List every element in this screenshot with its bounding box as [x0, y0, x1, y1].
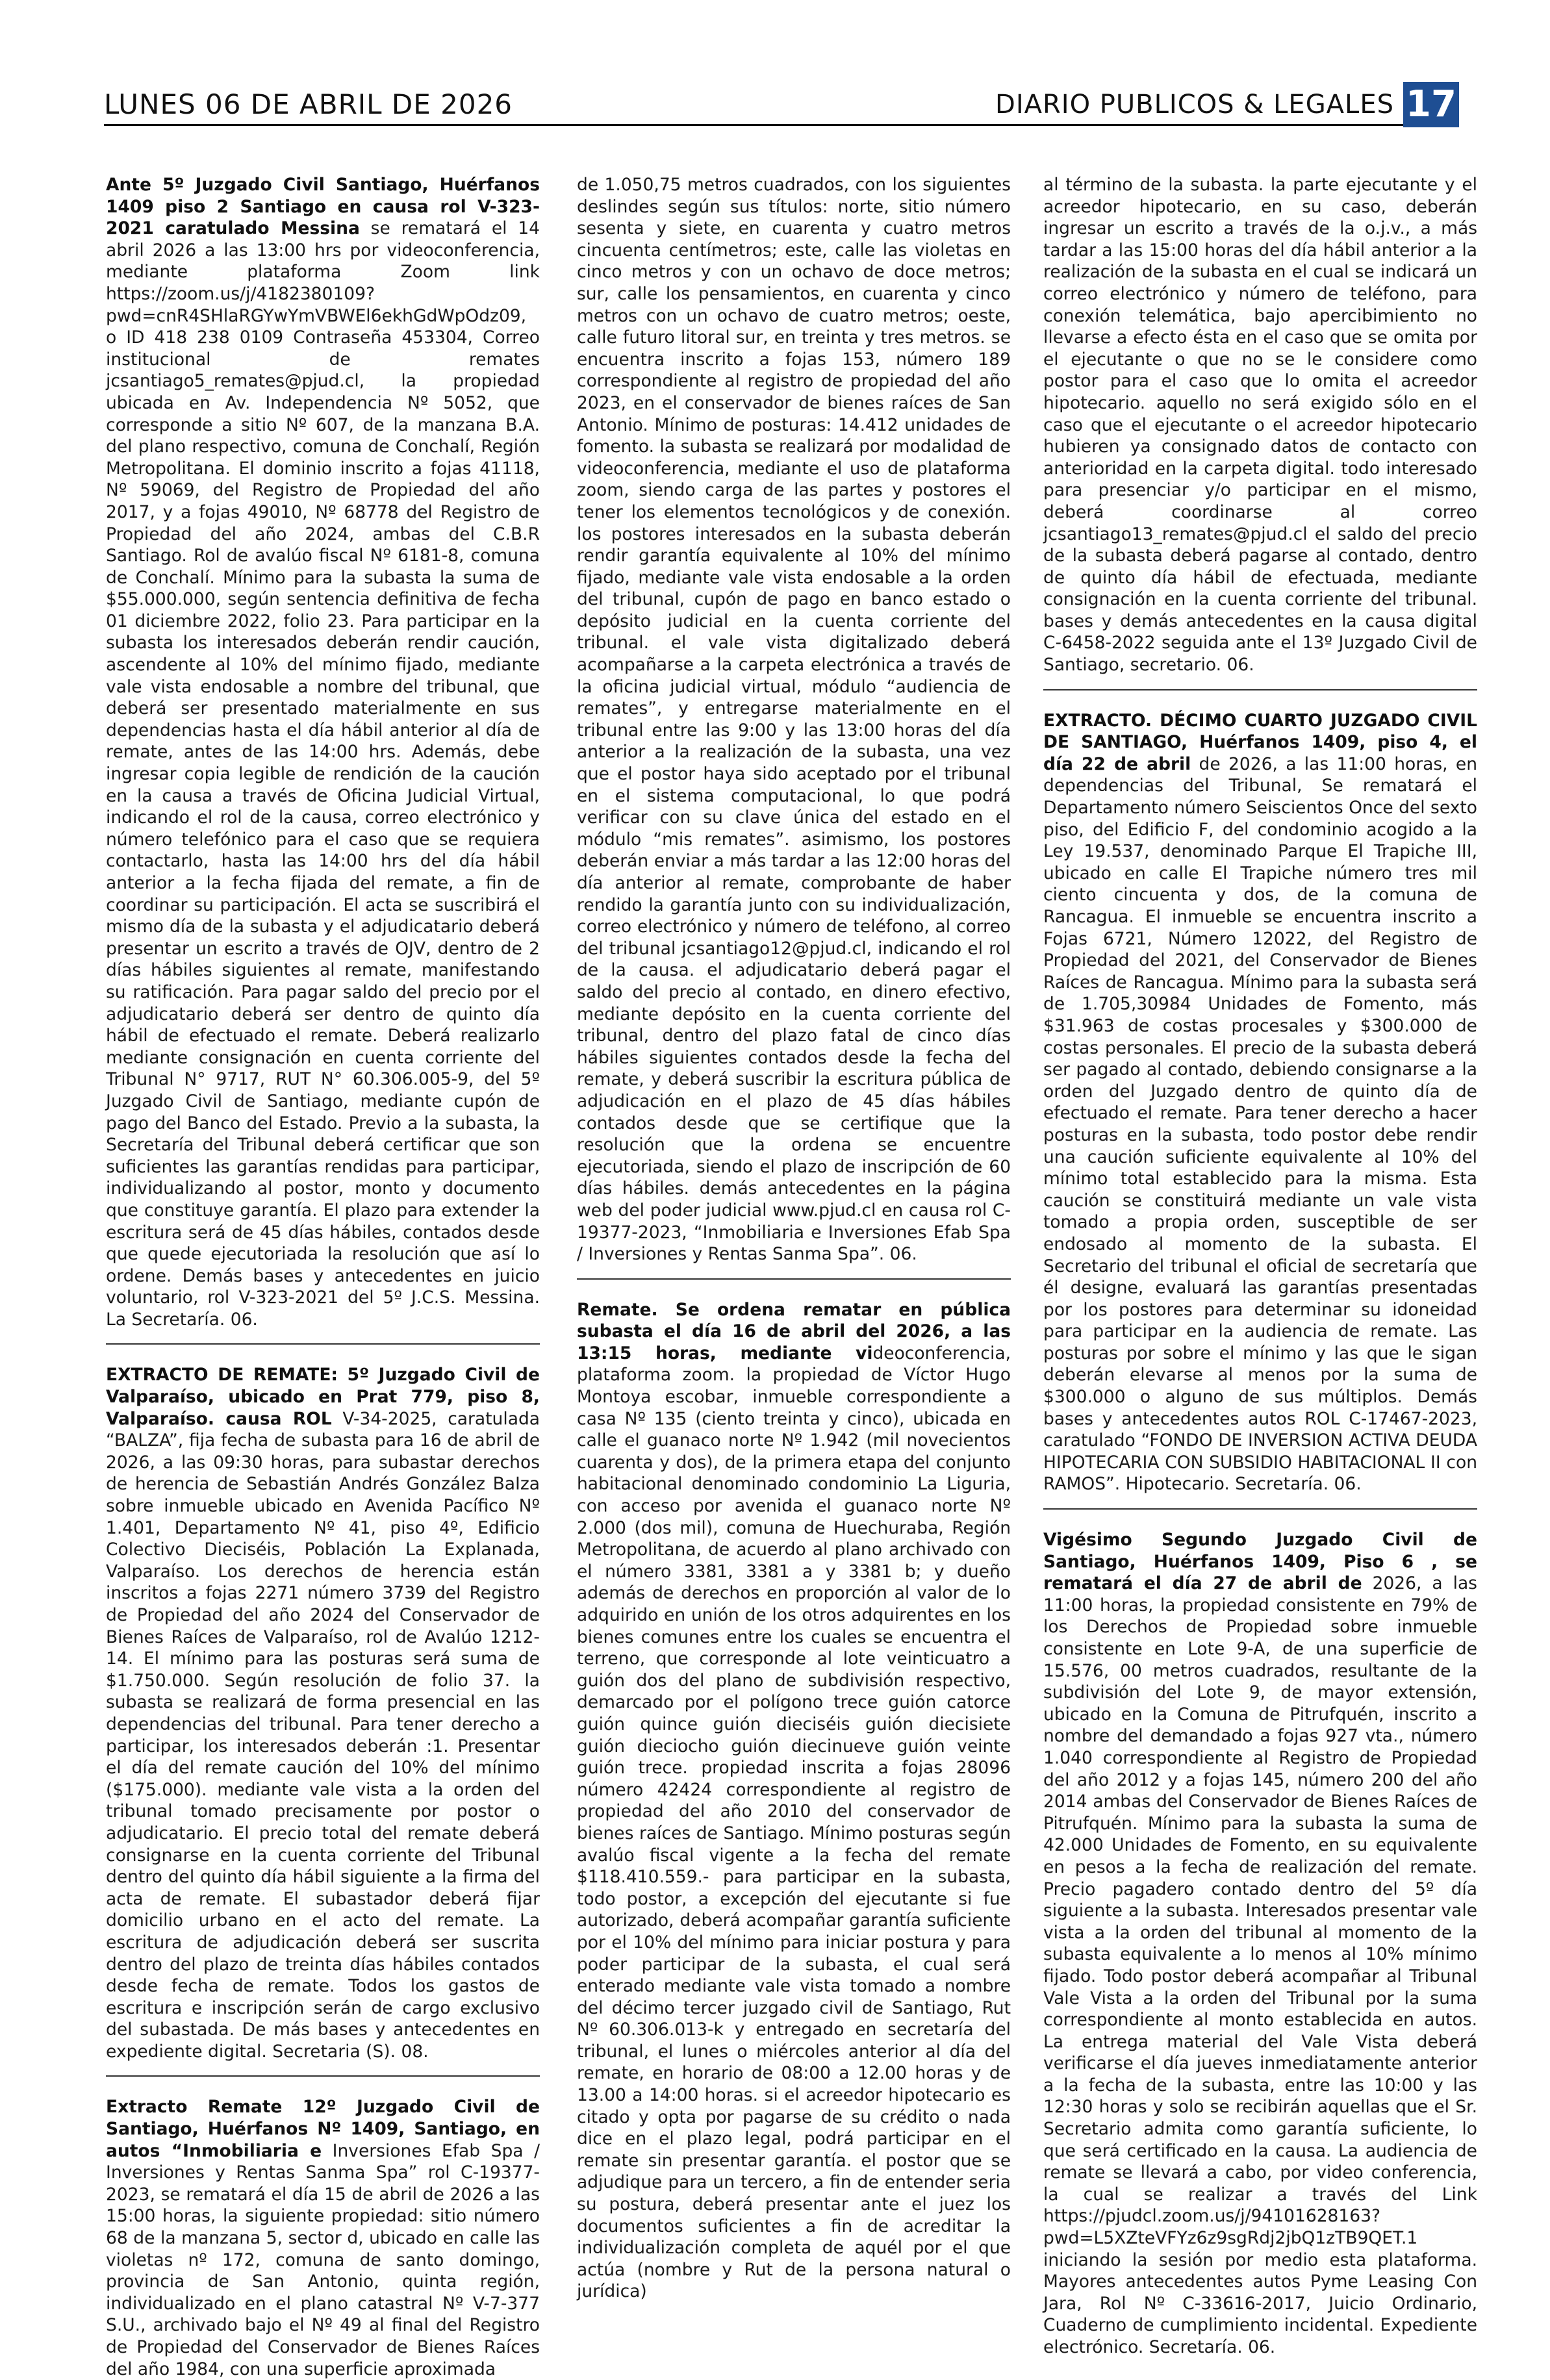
notice-heading: Remate. Se ordena rematar en pública subasta el día 16 de abril del 2026, a las 13:15 horas, mediante vi: [577, 1299, 1011, 1363]
notice-divider: [577, 1278, 1011, 1280]
notice-remate-efab: [106, 2096, 540, 2380]
column-1: [106, 174, 540, 2379]
issue-date: LUNES 06 DE ABRIL DE 2026: [104, 88, 513, 120]
notice-body: deoconferencia, plataforma zoom. la propiedad de Víctor Hugo Montoya escobar, inmueble correspondiente a casa Nº 135 (ciento treinta y cinco), ubicada en calle el guanaco norte Nº 1.942 (mil novecientos cuarenta y dos), de la primera etapa del conjunto habitacional denominado condominio La Liguria, con acceso por avenida el guanaco norte Nº 2.000 (dos mil), comuna de Huechuraba, Región Metropolitana, de acuerdo al plano archivado con el número 3381, 3381 a y 3381 b; y dueño además de derechos en proporción al valor de lo adquirido en unión de los otros adquirentes en los bienes comunes entre los cuales se encuentra el terreno, que corresponde al lote veinticuatro a guión dos del plano de subdivisión respectivo, demarcado por el polígono trece guión catorce guión quince guión dieciséis guión diecisiete guión dieciocho guión diecinueve guión veinte guión trece. propiedad inscrita a fojas 28096 número 42424 correspondiente al registro de propiedad del año 2010 del conservador de bienes raíces de Santiago. Mínimo posturas según avalúo fiscal vigente a la fecha del remate $118.410.559.- para participar en la subasta, todo postor, a excepción del ejecutante si fue autorizado, deberá acompañar garantía suficiente por el 10% del mínimo para iniciar postura y para poder participar de la subasta, el cual será enterado mediante vale vista tomado a nombre del décimo tercer juzgado civil de Santiago, Rut Nº 60.306.013-k y entregado en secretaría del tribunal, el lunes o miércoles anterior al día del remate, en horario de 08:00 a 12.00 horas y de 13.00 a 14:00 horas. si el acreedor hipotecario es citado y opta por pagarse de su crédito o nada dice en el plazo legal, podrá participar en el remate sin presentar garantía. el postor que se adjudique para un tercero, a fin de entender seria su postura, deberá presentar ante el juez los documentos suficientes a fin de acreditar la individualización completa de aquél por el que actúa (nombre y Rut de la persona natural o jurídica): [577, 1343, 1011, 2302]
notice-body: se rematará el 14 abril 2026 a las 13:00 hrs por videoconferencia, mediante plataforma Zoom link https://zoom.us/j/4182380109?pwd=cnR4SHlaRGYwYmVBWEl6ekhGdWpOdz09, o ID 418 238 0109 Contraseña 453304, Correo institucional de remates jcsantiago5_remates@pjud.cl, la propiedad ubicada en Av. Independencia Nº 5052, que corresponde a sitio Nº 607, de la manzana B.A. del plano respectivo, comuna de Conchalí, Región Metropolitana. El dominio inscrito a fojas 41118, Nº 59069, del Registro de Propiedad del año 2017, y a fojas 49010, Nº 68778 del Registro de Propiedad del año 2024, ambas del C.B.R Santiago. Rol de avalúo fiscal Nº 6181-8, comuna de Conchalí. Mínimo para la subasta la suma de $55.000.000, según sentencia definitiva de fecha 01 diciembre 2022, folio 23. Para participar en la subasta los interesados deberán rendir caución, ascendente al 10% del mínimo fijado, mediante vale vista endosable a nombre del tribunal, que deberá ser presentado materialmente en sus dependencias hasta el día hábil anterior al día de remate, antes de las 14:00 hrs. Además, debe ingresar copia legible de rendición de la caución en la causa a través de Oficina Judicial Virtual, indicando el rol de la causa, correo electrónico y número telefónico para el caso que se requiera contactarlo, hasta las 14:00 hrs del día hábil anterior a la fecha fijada del remate, a fin de coordinar su participación. El acta se suscribirá el mismo día de la subasta y el adjudicatario deberá presentar un escrito a través de OJV, dentro de 2 días hábiles siguientes al remate, manifestando su ratificación. Para pagar saldo del precio por el adjudicatario deberá ser dentro de quinto día hábil de efectuado el remate. Deberá realizarlo mediante consignación en cuenta corriente del Tribunal N° 9717, RUT N° 60.306.005-9, del 5º Juzgado Civil de Santiago, mediante cupón de pago del Banco del Estado. Previo a la subasta, la Secretaría del Tribunal deberá certificar que son suficientes las garantías rendidas para participar, individualizando al postor, monto y documento que constituye garantía. El plazo para extender la escritura será de 45 días hábiles, contados desde que quede ejecutoriada la resolución que así lo ordene. Demás bases y antecedentes en juicio voluntario, rol V-323-2021 del 5º J.C.S. Messina. La Secretaría. 06.: [106, 218, 540, 1330]
notice-remate-jara: [1043, 1529, 1477, 2359]
column-2: [577, 174, 1011, 2302]
notice-body: 2026, a las 11:00 horas, la propiedad consistente en 79% de los Derechos de Propiedad sobre inmueble consistente en Lote 9-A, de una superficie de 15.576, 00 metros cuadrados, resultante de la subdivisión del Lote 9, de mayor extensión, ubicado en la Comuna de Pitrufquén, inscrito a nombre del demandado a fojas 927 vta., número 1.040 correspondiente al Registro de Propiedad del año 2012 y a fojas 145, número 200 del año 2014 ambas del Conservador de Bienes Raíces de Pitrufquén. Mínimo para la subasta la suma de 42.000 Unidades de Fomento, en su equivalente en pesos a la fecha de realización del remate. Precio pagadero contado dentro del 5º día siguiente a la subasta. Interesados presentar vale vista a la orden del tribunal al momento de la subasta equivalente a lo menos al 10% mínimo fijado. Todo postor deberá acompañar al Tribunal Vale Vista a la orden del Tribunal por la suma correspondiente al monto establecida en autos. La entrega material del Vale Vista deberá verificarse el día jueves inmediatamente anterior a la fecha de la subasta, entre las 10:00 y las 12:30 horas y solo se recibirán aquellas que el Sr. Secretario admita como garantía suficiente, lo que será certificado en la causa. La audiencia de remate se llevará a cabo, por video conferencia, la cual se realizar a través del Link https://pjudcl.zoom.us/j/94101628163?pwd=L5XZteVFYz6z9sgRdj2jbQ1zTB9QET.1 iniciando la sesión por medio esta plataforma. Mayores antecedentes autos Pyme Leasing Con Jara, Rol Nº C-33616-2017, Juicio Ordinario, Cuaderno de cumplimiento incidental. Expediente electrónico. Secretaría. 06.: [1043, 1573, 1477, 2357]
notice-body: V-34-2025, caratulada “BALZA”, fija fecha de subasta para 16 de abril de 2026, a las 09:30 horas, para subastar derechos de herencia de Sebastián Andrés González BaIza sobre inmueble ubicado en Avenida Pacífico Nº 1.401, Departamento Nº 41, piso 4º, Edificio Colectivo Dieciséis, Población La Explanada, Valparaíso. Los derechos de herencia están inscritos a fojas 2271 número 3739 del Registro de Propiedad del año 2024 del Conservador de Bienes Raíces de Valparaíso, rol de Avalúo 1212-14. El mínimo para las posturas será suma de $1.750.000. Según resolución de folio 37. la subasta se realizará de forma presencial en las dependencias del tribunal. Para tener derecho a participar, los interesados deberán :1. Presentar el día del remate caución del 10% del mínimo ($175.000). mediante vale vista a la orden del tribunal tomado precisamente por postor o adjudicatario. El precio total del remate deberá consignarse en la cuenta corriente del Tribunal dentro del quinto día hábil siguiente a la firma del acta de remate. El subastador deberá fijar domicilio urbano en el acto del remate. La escritura de adjudicación deberá ser suscrita dentro del plazo de treinta días hábiles contados desde fecha de remate. Todos los gastos de escritura e inscripción serán de cargo exclusivo del subastada. De más bases y antecedentes en expediente digital. Secretaria (S). 08.: [106, 1408, 540, 2062]
notice-divider: [1043, 1508, 1477, 1510]
page-number: 17: [1403, 82, 1459, 127]
page-header: [104, 83, 1459, 126]
notice-heading: EXTRACTO. DÉCIMO CUARTO JUZGADO CIVIL DE SANTIAGO, Huérfanos 1409, piso 4, el día 22 de abril: [1043, 710, 1477, 774]
notice-heading: Extracto Remate 12º Juzgado Civil de Santiago, Huérfanos Nº 1409, Santiago, en autos “Inmobiliaria e: [106, 2097, 540, 2161]
notice-divider: [1043, 689, 1477, 690]
notice-heading: Vigésimo Segundo Juzgado Civil de Santiago, Huérfanos 1409, Piso 6 , se rematará el día 27 de abril de: [1043, 1530, 1477, 1594]
notice-remate-ramos: [1043, 710, 1477, 1495]
notice-remate-messina: [106, 174, 540, 1330]
notice-divider: [106, 1343, 540, 1345]
notice-heading: EXTRACTO DE REMATE: 5º Juzgado Civil de Valparaíso, ubicado en Prat 779, piso 8, Valparaíso. causa ROL: [106, 1365, 540, 1429]
notice-remate-montoya: [577, 1299, 1011, 2303]
notice-divider: [106, 2075, 540, 2077]
notice-body: Inversiones Efab Spa / Inversiones y Rentas Sanma Spa” rol C-19377-2023, se rematará el día 15 de abril de 2026 a las 15:00 horas, la siguiente propiedad: sitio número 68 de la manzana 5, sector d, ubicado en calle las violetas nº 172, comuna de santo domingo, provincia de San Antonio, quinta región, individualizado en el plano catastral Nº V-7-377 S.U., archivado bajo el Nº 49 al final del Registro de Propiedad del Conservador de Bienes Raíces del año 1984, con una superficie aproximada: [106, 2140, 540, 2379]
notice-body: de 1.050,75 metros cuadrados, con los siguientes deslindes según sus títulos: norte, sitio número sesenta y siete, en cuarenta y cuatro metros cincuenta centímetros; este, calle las violetas en cinco metros y con un ochavo de doce metros; sur, calle los pensamientos, en cuarenta y cinco metros con un ochavo de cuatro metros; oeste, calle futuro litoral sur, en treinta y tres metros. se encuentra inscrito a fojas 153, número 189 correspondiente al registro de propiedad del año 2023, en el conservador de bienes raíces de San Antonio. Mínimo de posturas: 14.412 unidades de fomento. la subasta se realizará por modalidad de videoconferencia, mediante el uso de plataforma zoom, siendo carga de las partes y postores el tener los elementos tecnológicos y de conexión. los postores interesados en la subasta deberán rendir garantía equivalente al 10% del mínimo fijado, mediante vale vista endosable a la orden del tribunal, cupón de pago en banco estado o depósito judicial en la cuenta corriente del tribunal. el vale vista digitalizado deberá acompañarse a la carpeta electrónica a través de la oficina judicial virtual, módulo “audiencia de remates”, y entregarse materialmente en el tribunal entre las 9:00 y las 13:00 horas del día anterior a la realización de la subasta, una vez que el postor haya sido aceptado por el tribunal en el sistema computacional, lo que podrá verificar con su clave única del estado en el módulo “mis remates”. asimismo, los postores deberán enviar a más tardar a las 12:00 horas del día anterior al remate, comprobante de haber rendido la garantía junto con su individualización, correo electrónico y número de teléfono, al correo del tribunal jcsantiago12@pjud.cl, indicando el rol de la causa. el adjudicatario deberá pagar el saldo del precio al contado, en dinero efectivo, mediante depósito en la cuenta corriente del tribunal, dentro del plazo fatal de cinco días hábiles siguientes contados desde la fecha del remate, y deberá suscribir la escritura pública de adjudicación en el plazo de 45 días hábiles contados desde que se certifique que la resolución que la ordena se encuentre ejecutoriada, siendo el plazo de inscripción de 60 días hábiles. demás antecedentes en la página web del poder judicial www.pjud.cl en causa rol C-19377-2023, “Inmobiliaria e Inversiones Efab Spa / Inversiones y Rentas Sanma Spa”. 06.: [577, 175, 1011, 1265]
notice-remate-efab-cont: [577, 174, 1011, 1265]
notice-body: de 2026, a las 11:00 horas, en dependencias del Tribunal, Se rematará el Departamento número Seiscientos Once del sexto piso, del Edificio F, del condominio acogido a la Ley 19.537, denominado Parque El Trapiche III, ubicado en calle El Trapiche número tres mil ciento cincuenta y dos, de la comuna de Rancagua. El inmueble se encuentra inscrito a Fojas 6721, Número 12022, del Registro de Propiedad del 2021, del Conservador de Bienes Raíces de Rancagua. Mínimo para la subasta será de 1.705,30984 Unidades de Fomento, más $31.963 de costas procesales y $300.000 de costas personales. El precio de la subasta deberá ser pagado al contado, debiendo consignarse a la orden del Juzgado dentro de quinto día de efectuado el remate. Para tener derecho a hacer posturas en la subasta, todo postor debe rendir una caución suficiente equivalente al 10% del mínimo total establecido para la misma. Esta caución se constituirá mediante un vale vista tomado a propia orden, susceptible de ser endosado al momento de la subasta. El Secretario del tribunal el oficial de secretaría que él designe, evaluará las garantías presentadas por los postores para determinar su idoneidad para participar en la audiencia de remate. Las posturas por sobre el mínimo y las que le sigan deberán elevarse al menos por la suma de $300.000 o alguno de sus múltiplos. Demás bases y antecedentes autos ROL C-17467-2023, caratulado “FONDO DE INVERSION ACTIVA DEUDA HIPOTECARIA CON SUBSIDIO HABITACIONAL II con RAMOS”. Hipotecario. Secretaría. 06.: [1043, 753, 1477, 1495]
section-title: DIARIO PUBLICOS & LEGALES: [995, 90, 1394, 120]
notice-heading: Ante 5º Juzgado Civil Santiago, Huérfanos 1409 piso 2 Santiago en causa rol V-323-2021 caratulado Messina: [106, 175, 540, 239]
notice-remate-balza: [106, 1364, 540, 2062]
column-3: [1043, 174, 1477, 2357]
notice-remate-montoya-cont: [1043, 174, 1477, 676]
notice-body: al término de la subasta. la parte ejecutante y el acreedor hipotecario, en su caso, deberán ingresar un escrito a través de la o.j.v., a más tardar a las 15:00 horas del día hábil anterior a la realización de la subasta en el cual se indicará un correo electrónico y número de teléfono, para conexión telemática, bajo apercibimiento no llevarse a efecto ésta en el caso que se omita por el ejecutante o que no se le considere como postor para el caso que lo omita el acreedor hipotecario. aquello no será exigido sólo en el caso que el ejecutante o el acreedor hipotecario hubieren ya consignado datos de contacto con anterioridad en la carpeta digital. todo interesado para presenciar y/o participar en el mismo, deberá coordinarse al correo jcsantiago13_remates@pjud.cl el saldo del precio de la subasta deberá pagarse al contado, dentro de quinto día hábil de efectuada, mediante consignación en la cuenta corriente del tribunal. bases y demás antecedentes en la causa digital C-6458-2022 seguida ante el 13º Juzgado Civil de Santiago, secretario. 06.: [1043, 175, 1477, 676]
